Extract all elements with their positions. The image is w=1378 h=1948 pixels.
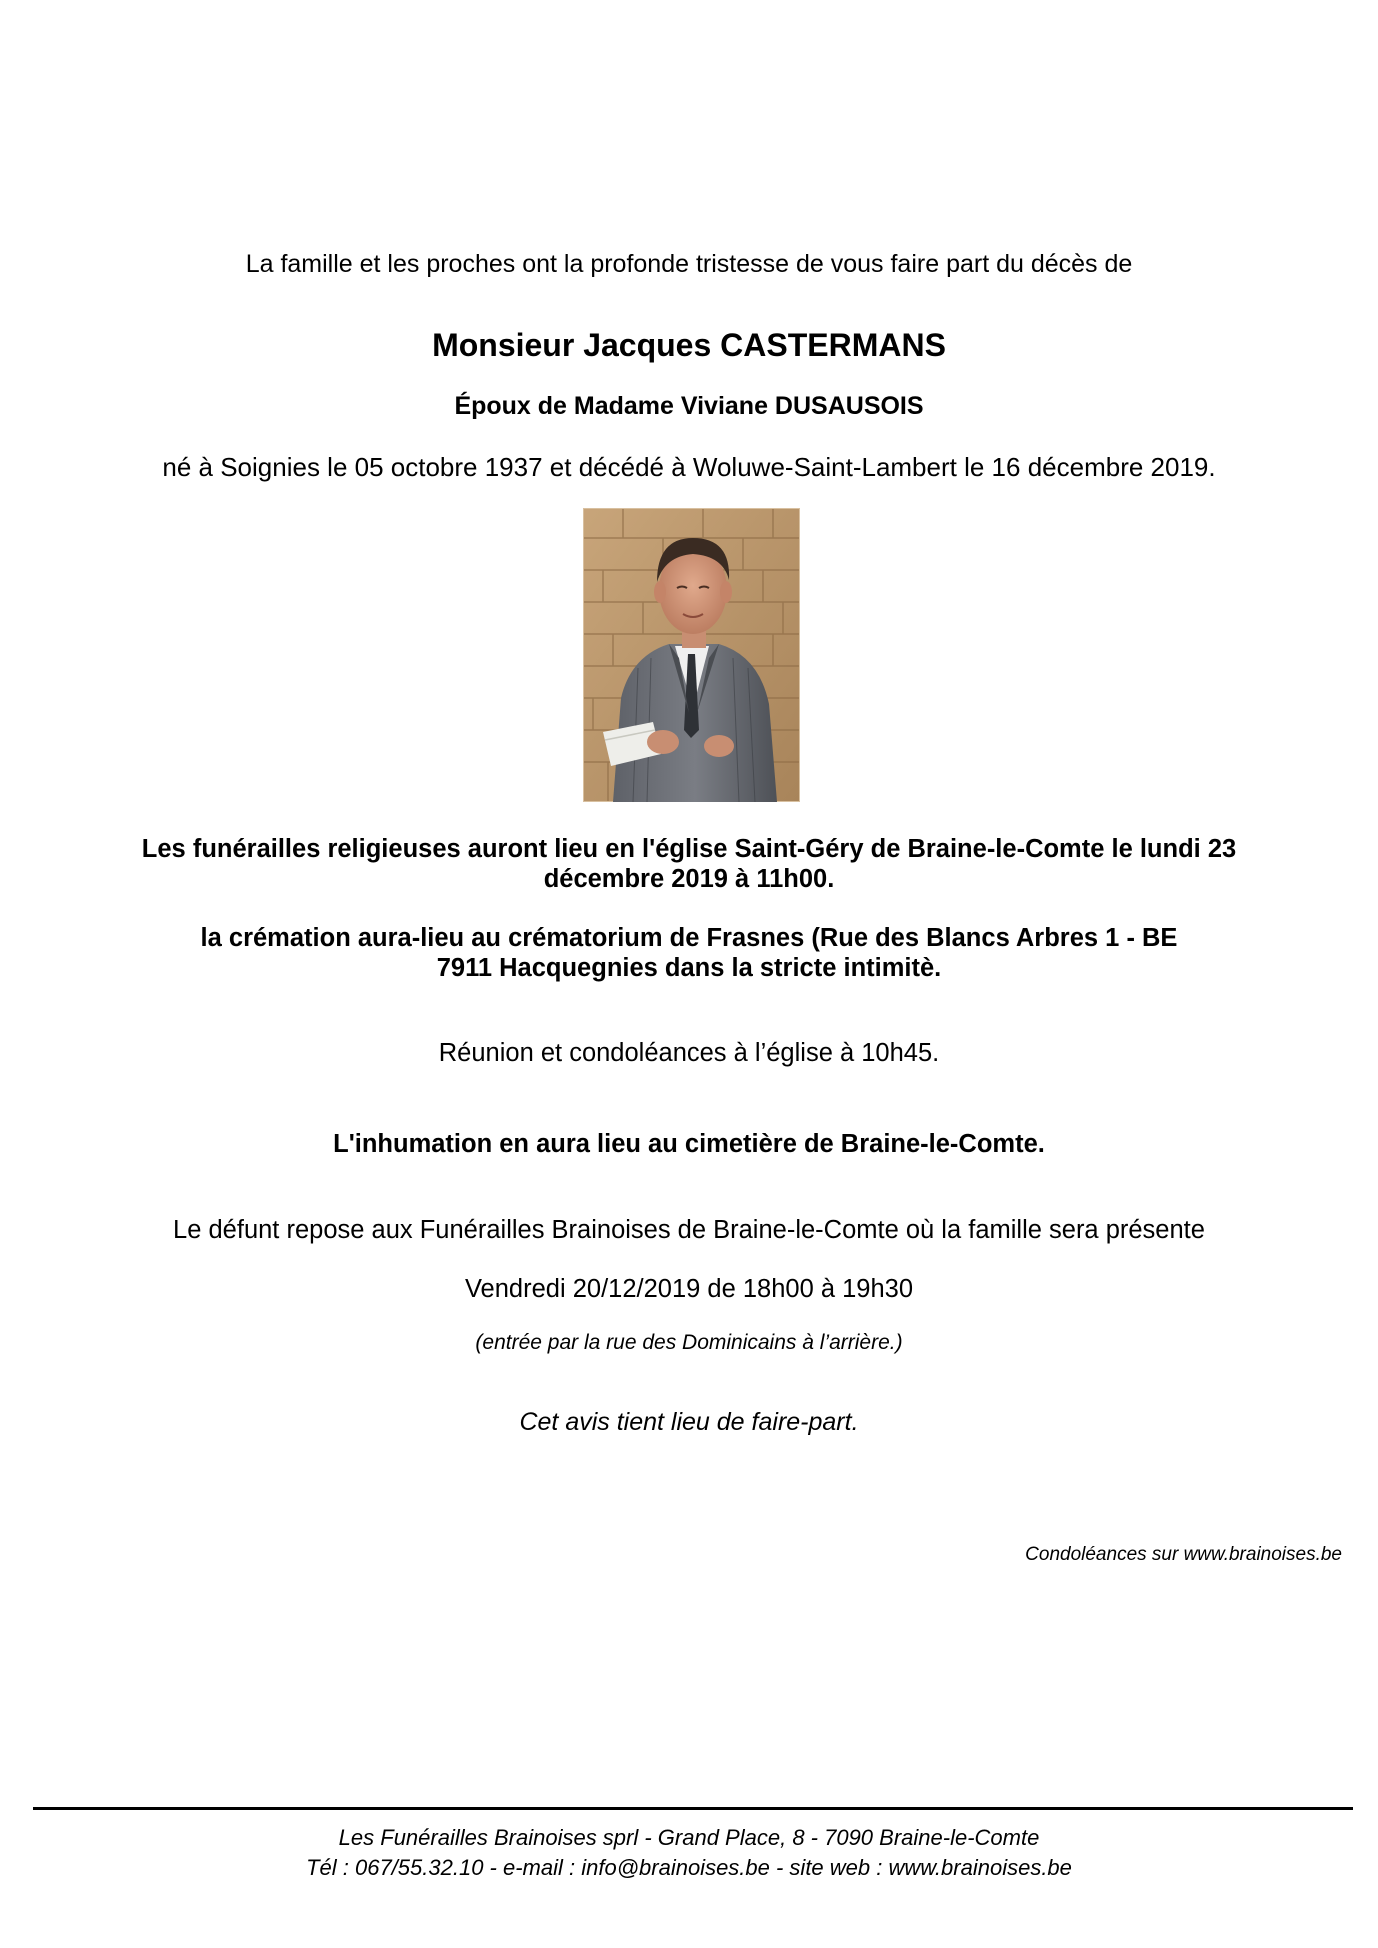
footer-divider (33, 1807, 1353, 1810)
cremation-line-2: 7911 Hacquegnies dans la stricte intimitè. (436, 954, 942, 982)
footer-contact: Tél : 067/55.32.10 - e-mail : info@brainoises.be - site web : www.brainoises.be (306, 1855, 1072, 1880)
notice-line: Cet avis tient lieu de faire-part. (519, 1408, 859, 1436)
spouse-line: Époux de Madame Viviane DUSAUSOIS (454, 392, 924, 420)
footer-address: Les Funérailles Brainoises sprl - Grand Place, 8 - 7090 Braine-le-Comte (338, 1825, 1040, 1850)
deceased-name: Monsieur Jacques CASTERMANS (432, 327, 946, 363)
birth-death-dates: né à Soignies le 05 octobre 1937 et décédé à Woluwe-Saint-Lambert le 16 décembre 2019. (162, 452, 1216, 482)
entrance-note: (entrée par la rue des Dominicains à l’arrière.) (475, 1331, 903, 1354)
burial-line: L'inhumation en aura lieu au cimetière de Braine-le-Comte. (333, 1130, 1045, 1158)
intro-text: La famille et les proches ont la profonde tristesse de vous faire part du décès de (245, 250, 1133, 278)
condolences-link: Condoléances sur www.brainoises.be (1025, 1544, 1342, 1565)
funeral-line-1: Les funérailles religieuses auront lieu en l'église Saint-Géry de Braine-le-Comte le lundi 23 (141, 835, 1237, 863)
cremation-line-1: la crémation aura-lieu au crématorium de Frasnes (Rue des Blancs Arbres 1 - BE (200, 924, 1178, 952)
portrait-photo (583, 508, 800, 802)
funeral-line-2: décembre 2019 à 11h00. (543, 865, 835, 893)
meeting-line: Réunion et condoléances à l’église à 10h45. (438, 1039, 940, 1067)
cremation-info (0, 923, 1378, 983)
repose-line: Le défunt repose aux Funérailles Brainoises de Braine-le-Comte où la famille sera présente (173, 1216, 1205, 1244)
funeral-info (0, 834, 1378, 894)
visit-schedule: Vendredi 20/12/2019 de 18h00 à 19h30 (464, 1275, 914, 1303)
